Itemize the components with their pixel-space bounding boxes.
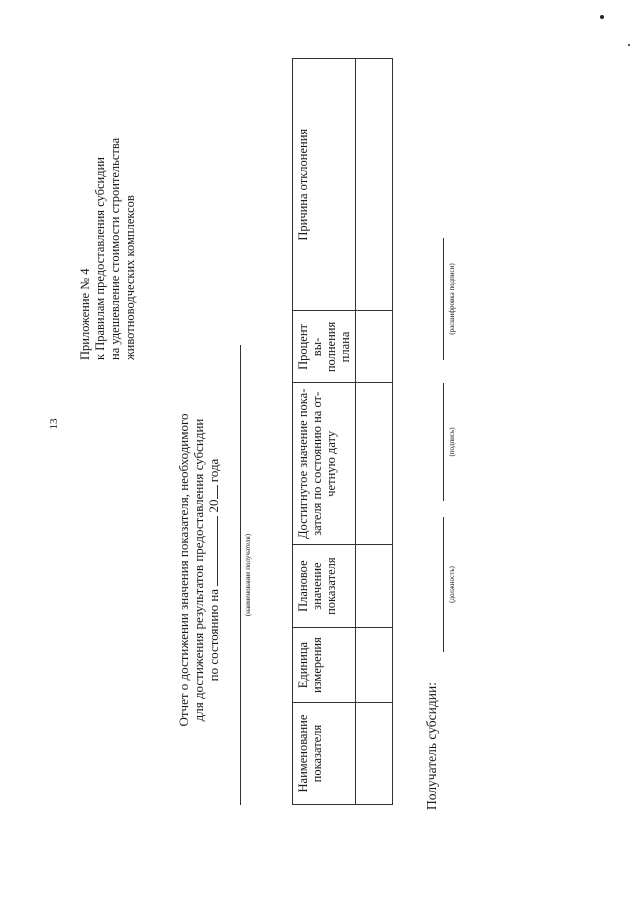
appendix-line: к Правилам предоставления субсидии xyxy=(93,157,107,360)
date-blank[interactable] xyxy=(217,516,218,586)
column-header: Наименование показателя xyxy=(293,703,356,805)
table-cell[interactable] xyxy=(356,545,393,628)
date-suffix: года xyxy=(206,458,221,483)
recipient-caption: (наименование получателя) xyxy=(244,533,252,617)
title-line: Отчет о достижении значения показателя, необходимого xyxy=(176,413,191,727)
report-title xyxy=(176,335,221,805)
signature-caption: (подпись) xyxy=(448,427,456,457)
year-prefix: 20 xyxy=(206,499,221,513)
table-cell[interactable] xyxy=(356,703,393,805)
signature-line[interactable] xyxy=(443,383,444,501)
title-line: для достижения результатов предоставления субсидии xyxy=(191,418,206,722)
column-header: Плановое значение показателя xyxy=(293,545,356,628)
receiver-label: Получатель субсидии: xyxy=(424,682,439,810)
recipient-name-line[interactable] xyxy=(240,345,241,805)
column-header: Достигнутое значение пока-зателя по состоянию на от-четную дату xyxy=(293,383,356,545)
date-prefix: по состоянию на xyxy=(206,588,221,682)
appendix-line: животноводческих комплексов xyxy=(123,195,137,360)
column-header: Причина отклонения xyxy=(293,59,356,311)
page-number: 13 xyxy=(48,418,60,430)
appendix-heading xyxy=(78,20,138,360)
table-cell[interactable] xyxy=(356,311,393,383)
position-line[interactable] xyxy=(443,517,444,652)
date-line xyxy=(206,335,221,805)
appendix-line: на удешевление стоимости строительства xyxy=(108,137,122,360)
signature-transcript-line[interactable] xyxy=(443,238,444,360)
column-header: Процент вы-полнения плана xyxy=(293,311,356,383)
table-row xyxy=(356,59,393,805)
table-cell[interactable] xyxy=(356,383,393,545)
column-header: Единица измерения xyxy=(293,628,356,703)
position-caption: (должность) xyxy=(448,566,456,603)
appendix-line: Приложение № 4 xyxy=(78,268,92,360)
table-cell[interactable] xyxy=(356,628,393,703)
year-blank[interactable] xyxy=(217,485,218,499)
table-cell[interactable] xyxy=(356,59,393,311)
report-table xyxy=(292,58,393,805)
table-header-row xyxy=(293,59,356,805)
signature-transcript-caption: (расшифровка подписи) xyxy=(448,263,456,335)
